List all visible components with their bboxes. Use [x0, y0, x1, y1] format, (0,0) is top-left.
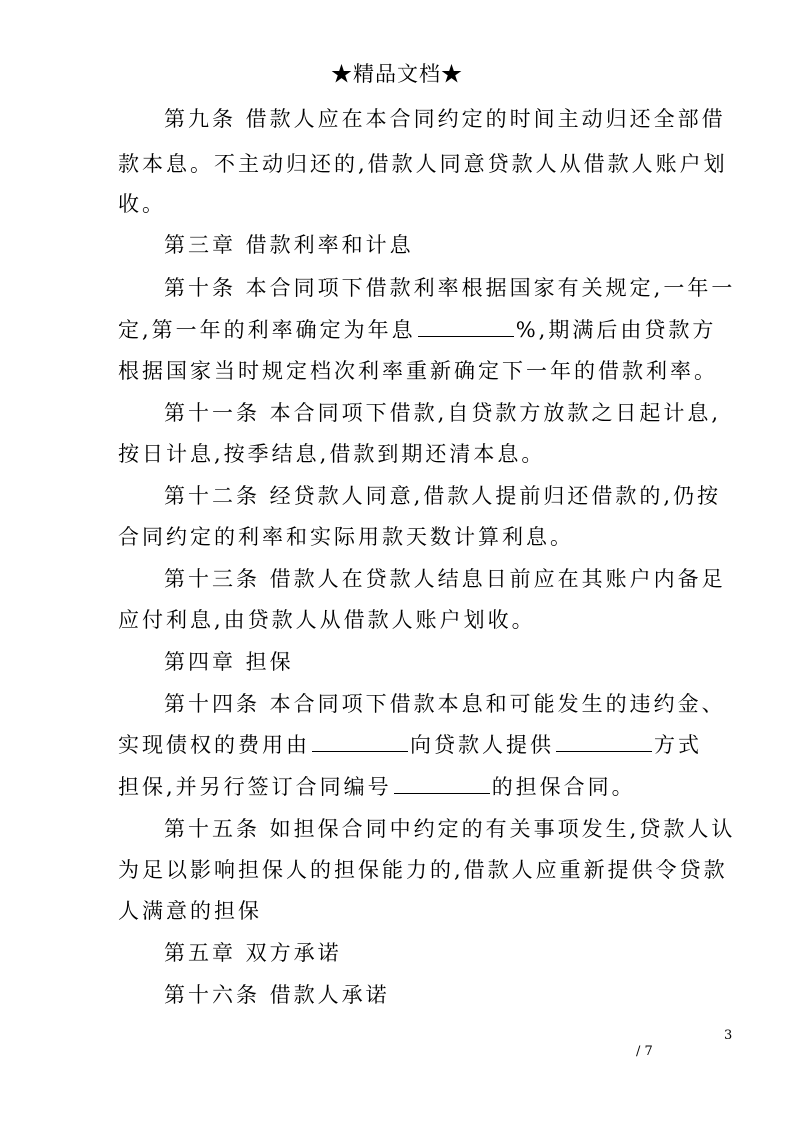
article-9-line-1: 第九条 借款人应在本合同约定的时间主动归还全部借 [164, 107, 726, 131]
article-14-line-2 [118, 729, 702, 759]
chapter-3-heading: 第三章 借款利率和计息 [164, 233, 414, 257]
article-11-line-2: 按日计息,按季结息,借款到期还清本息。 [118, 442, 546, 466]
article-10-text-before-blank: 定,第一年的利率确定为年息 [118, 318, 416, 342]
document-header: ★精品文档★ [331, 62, 463, 86]
interest-rate-blank[interactable] [418, 316, 514, 337]
article-15-line-3: 人满意的担保 [118, 899, 262, 923]
article-10-line-1: 第十条 本合同项下借款利率根据国家有关规定,一年一 [164, 276, 736, 300]
page-total: / 7 [636, 1044, 653, 1059]
guarantee-method-blank[interactable] [556, 731, 652, 752]
article-14-text-e: 的担保合同。 [491, 775, 636, 799]
article-13-line-2: 应付利息,由贷款人从借款人账户划收。 [118, 608, 536, 632]
article-14-line-1: 第十四条 本合同项下借款本息和可能发生的违约金、 [164, 692, 726, 716]
contract-number-blank[interactable] [394, 773, 490, 794]
chapter-5-heading: 第五章 双方承诺 [164, 941, 342, 965]
article-9-line-3: 收。 [118, 192, 166, 216]
article-14-text-d: 担保,并另行签订合同编号 [118, 775, 392, 799]
article-15-line-2: 为足以影响担保人的担保能力的,借款人应重新提供令贷款 [118, 858, 728, 882]
article-13-line-1: 第十三条 借款人在贷款人结息日前应在其账户内备足 [164, 567, 726, 591]
article-12-line-2: 合同约定的利率和实际用款天数计算利息。 [118, 525, 574, 549]
page-number: 3 [724, 1028, 733, 1043]
article-9-line-2: 款本息。不主动归还的,借款人同意贷款人从借款人账户划 [118, 152, 728, 176]
article-15-line-1: 第十五条 如担保合同中约定的有关事项发生,贷款人认 [164, 817, 736, 841]
article-14-text-c: 方式 [654, 733, 702, 757]
article-14-text-b: 向贷款人提供 [410, 733, 554, 757]
article-12-line-1: 第十二条 经贷款人同意,借款人提前归还借款的,仍按 [164, 484, 722, 508]
chapter-4-heading: 第四章 担保 [164, 650, 294, 674]
article-10-line-3: 根据国家当时规定档次利率重新确定下一年的借款利率。 [118, 359, 718, 383]
article-11-line-1: 第十一条 本合同项下借款,自贷款方放款之日起计息, [164, 401, 722, 425]
article-16-line-1: 第十六条 借款人承诺 [164, 983, 390, 1007]
article-10-text-after-blank: %,期满后由贷款方 [515, 318, 717, 342]
guarantor-blank[interactable] [312, 731, 408, 752]
article-14-line-3 [118, 771, 636, 801]
article-10-line-2 [118, 314, 716, 344]
article-14-text-a: 实现债权的费用由 [118, 733, 310, 757]
